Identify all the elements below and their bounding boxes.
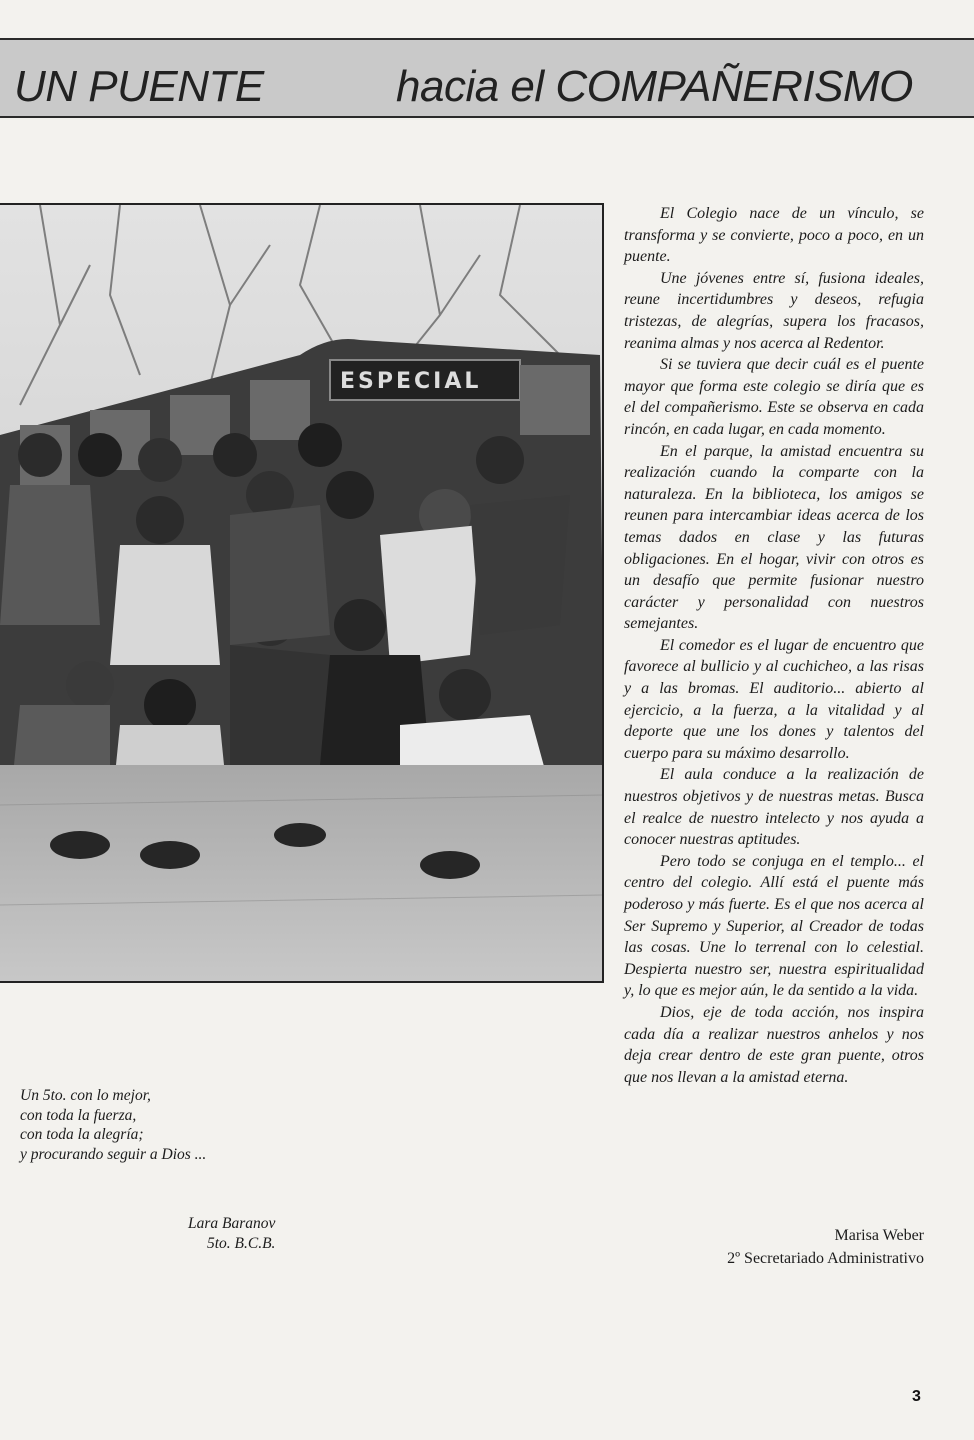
header-band (0, 38, 974, 118)
poem-author-class: 5to. B.C.B. (206, 1235, 276, 1252)
article-paragraph: El comedor es el lugar de encuentro que favorece al bullicio y al cuchicheo, a las risas y a las bromas. El auditorio... abierto al ejercicio, a la fuerza, a la vitalidad y al deporte que une los dones y talentos del cuerpo para su máximo desarrollo. (624, 636, 924, 762)
author-role: 2º Secretariado Administrativo (727, 1250, 924, 1267)
author-name: Marisa Weber (834, 1227, 924, 1244)
group-photo (0, 203, 604, 983)
title-left: UN PUENTE (14, 62, 264, 111)
article-author (727, 1224, 924, 1270)
title-right: hacia el COMPAÑERISMO (396, 62, 913, 111)
article-paragraph: Dios, eje de toda acción, nos inspira cada día a realizar nuestros anhelos y nos deja crear dentro de este gran puente, otros que nos llevan a la amistad eterna. (624, 1003, 924, 1086)
article-paragraph: Une jóvenes entre sí, fusiona ideales, reune incertidumbres y deseos, refugia tristezas, de alegrías, supera los fracasos, reanima almas y nos acerca al Redentor. (624, 269, 924, 352)
poem-line: Un 5to. con lo mejor, (20, 1087, 151, 1104)
article-paragraph: En el parque, la amistad encuentra su realización cuando la comparte con la naturaleza. En la biblioteca, los amigos se reunen para intercambiar ideas acerca de los temas dados en clase y las futuras obligaciones. En el hogar, vivir con otros es un desafío que permite fusionar nuestro carácter y personalidad con nuestros semejantes. (624, 442, 924, 633)
poem (20, 1086, 320, 1164)
poem-author-name: Lara Baranov (188, 1215, 276, 1232)
page-number: 3 (912, 1388, 921, 1405)
article-paragraph: El aula conduce a la realización de nuestros objetivos y de nuestras metas. Busca el realce de nuestro intelecto y nos ayuda a conocer nuestras aptitudes. (624, 766, 924, 849)
article (624, 203, 924, 1088)
bus-sign: ESPECIAL (340, 369, 482, 394)
article-paragraph: Pero todo se conjuga en el templo... el centro del colegio. Allí está el puente más poderoso y más fuerte. Es el que nos acerca al Ser Supremo y Superior, al Creador de todas las cosas. Une lo terrenal con lo celestial. Despierta nuestro ser, nuestra espiritualidad y, lo que es mejor aún, le da sentido a la vida. (624, 852, 924, 1000)
poem-author (188, 1214, 275, 1254)
article-paragraph: El Colegio nace de un vínculo, se transforma y se convierte, poco a poco, en un puente. (624, 205, 924, 266)
poem-line: y procurando seguir a Dios ... (20, 1145, 207, 1163)
article-paragraph: Si se tuviera que decir cuál es el puente mayor que forma este colegio se diría que es el del compañerismo. Este se observa en cada rincón, en cada lugar, en cada momento. (624, 356, 924, 438)
poem-line: con toda la alegría; (20, 1126, 144, 1143)
poem-line: con toda la fuerza, (20, 1106, 137, 1124)
